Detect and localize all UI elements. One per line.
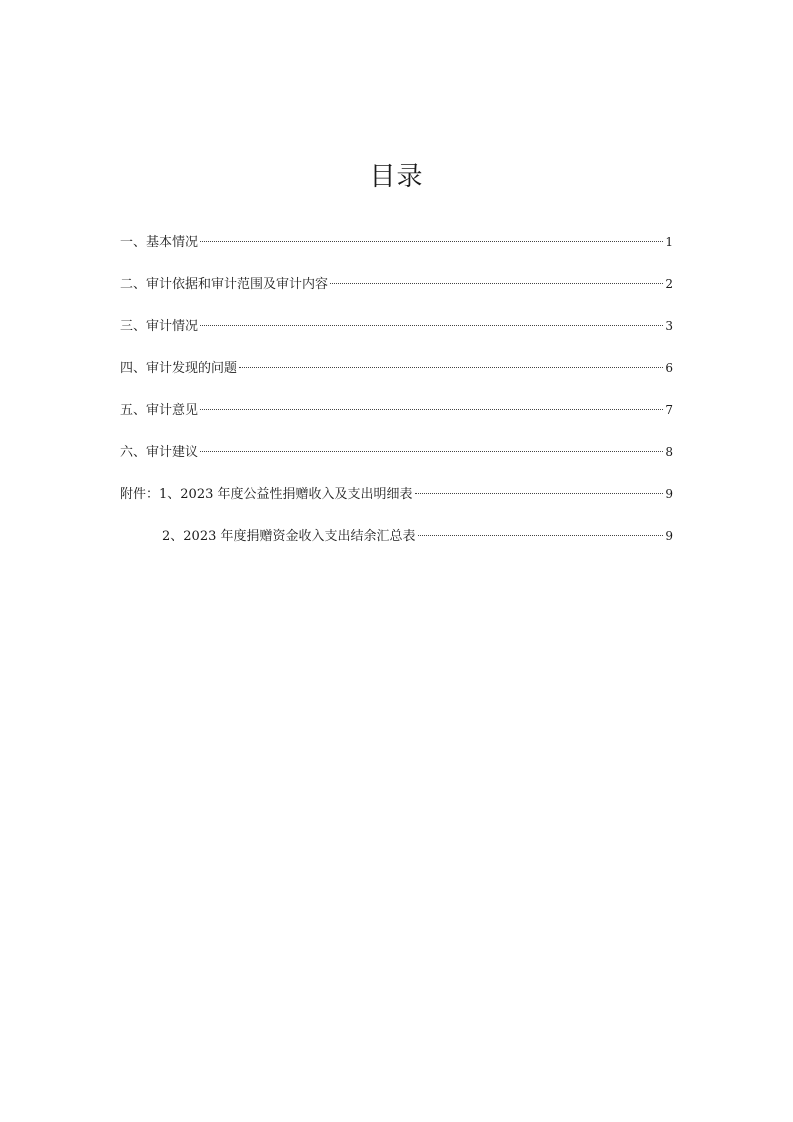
toc-page-number: 2 — [665, 277, 673, 291]
toc-entry-audit-findings[interactable] — [120, 356, 673, 398]
toc-dot-leader — [418, 535, 664, 536]
toc-page-number: 9 — [665, 529, 673, 543]
toc-page-number: 8 — [665, 445, 673, 459]
toc-entry-label: 附件：1、2023 年度公益性捐赠收入及支出明细表 — [120, 487, 413, 502]
toc-dot-leader — [200, 241, 663, 242]
toc-page-number: 1 — [665, 235, 673, 249]
toc-page-number: 3 — [665, 319, 673, 333]
toc-entry-audit-situation[interactable] — [120, 314, 673, 356]
toc-entry-label: 五、审计意见 — [120, 403, 199, 418]
toc-entry-attachment-1[interactable] — [120, 482, 673, 524]
toc-entry-label: 2、2023 年度捐赠资金收入支出结余汇总表 — [162, 529, 416, 544]
toc-dot-leader — [200, 409, 663, 410]
toc-page-number: 7 — [665, 403, 673, 417]
table-of-contents — [120, 230, 673, 566]
toc-entry-label: 四、审计发现的问题 — [120, 361, 238, 376]
toc-dot-leader — [200, 325, 663, 326]
toc-entry-audit-suggestions[interactable] — [120, 440, 673, 482]
toc-title: 目录 — [369, 162, 424, 193]
toc-entry-attachment-2[interactable] — [120, 524, 673, 566]
toc-page-number: 9 — [665, 487, 673, 501]
toc-entry-label: 一、基本情况 — [120, 235, 199, 250]
toc-entry-label: 二、审计依据和审计范围及审计内容 — [120, 277, 329, 292]
toc-dot-leader — [200, 451, 663, 452]
toc-entry-audit-opinion[interactable] — [120, 398, 673, 440]
toc-entry-basic-situation[interactable] — [120, 230, 673, 272]
toc-entry-label: 三、审计情况 — [120, 319, 199, 334]
toc-entry-label: 六、审计建议 — [120, 445, 199, 460]
toc-entry-audit-basis-scope[interactable] — [120, 272, 673, 314]
toc-dot-leader — [239, 367, 663, 368]
toc-dot-leader — [330, 283, 663, 284]
toc-dot-leader — [415, 493, 664, 494]
toc-page-number: 6 — [665, 361, 673, 375]
